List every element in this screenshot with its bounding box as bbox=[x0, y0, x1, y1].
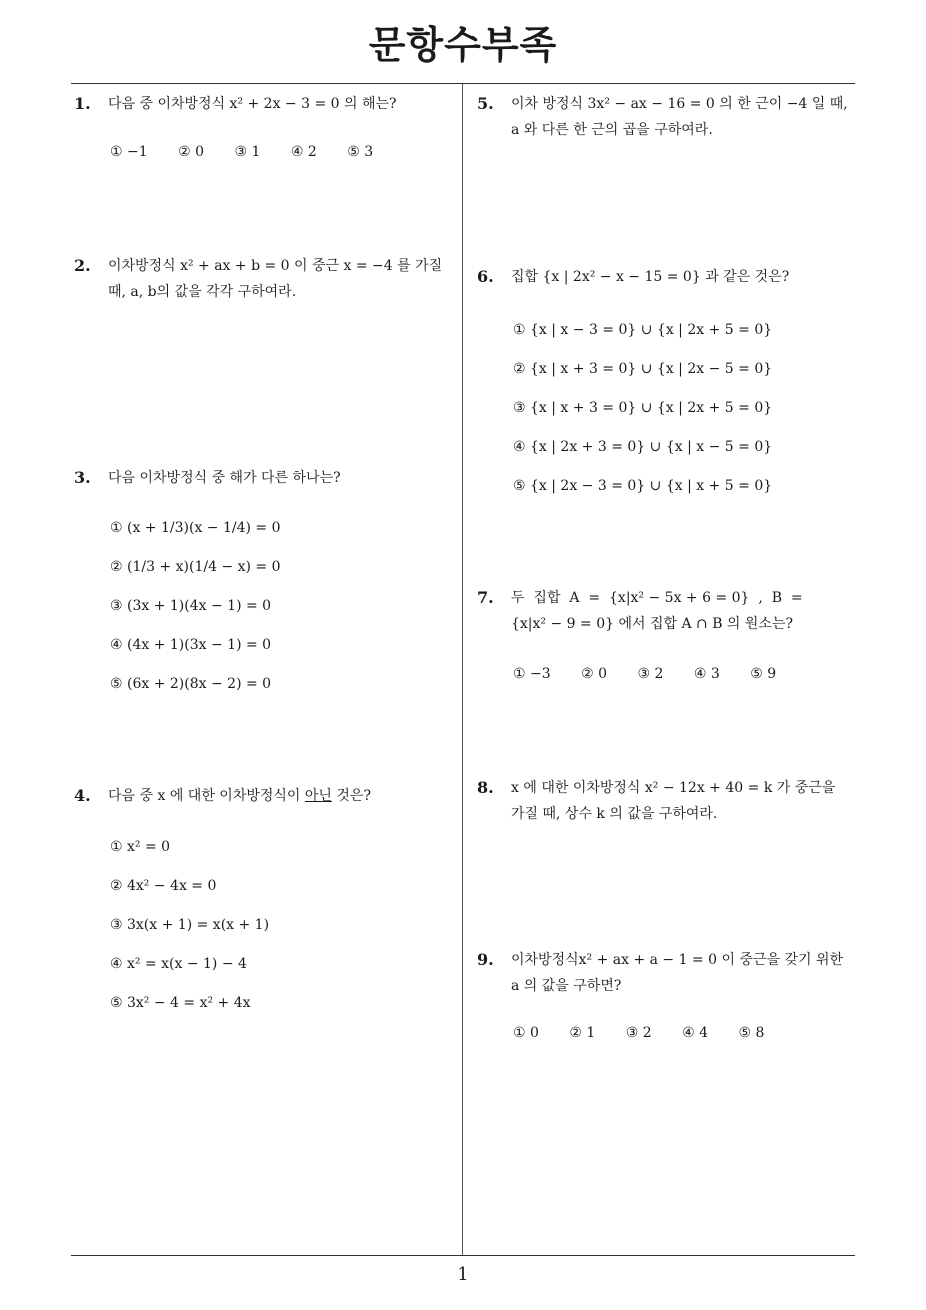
question-number: 9. bbox=[477, 950, 494, 969]
question-4 bbox=[74, 783, 454, 809]
option-2[interactable]: ② 0 bbox=[581, 666, 608, 682]
option-4[interactable]: ④ 2 bbox=[290, 144, 317, 160]
option-5[interactable]: ⑤ 3x² − 4 = x² + 4x bbox=[110, 995, 251, 1011]
option-1[interactable]: ① −1 bbox=[110, 144, 148, 160]
question-7 bbox=[477, 585, 861, 637]
question-number: 2. bbox=[74, 256, 91, 275]
question-stem: 집합 {x | 2x² − x − 15 = 0} 과 같은 것은? bbox=[511, 269, 790, 285]
question-number: 3. bbox=[74, 468, 91, 487]
question-number: 5. bbox=[477, 94, 494, 113]
option-2[interactable]: ② 1 bbox=[569, 1025, 596, 1041]
question-6-options bbox=[513, 320, 772, 515]
stem-underlined: 아닌 bbox=[304, 788, 332, 804]
question-stem bbox=[108, 783, 454, 809]
question-2 bbox=[74, 253, 458, 305]
question-9-options bbox=[513, 1025, 790, 1041]
question-stem: 다음 중 이차방정식 x² + 2x − 3 = 0 의 해는? bbox=[108, 96, 397, 112]
column-divider bbox=[462, 84, 463, 1256]
question-3-options bbox=[110, 518, 281, 713]
page-number: 1 bbox=[457, 1264, 469, 1285]
page-title: 문항수부족 bbox=[368, 23, 558, 67]
question-9 bbox=[477, 947, 861, 999]
option-3[interactable]: ③ 3x(x + 1) = x(x + 1) bbox=[110, 917, 270, 933]
option-1[interactable]: ① 0 bbox=[513, 1025, 539, 1041]
question-stem-line-2: a 의 값을 구하면? bbox=[511, 978, 622, 994]
question-number: 1. bbox=[74, 94, 91, 113]
option-3[interactable]: ③ 2 bbox=[637, 666, 664, 682]
question-5 bbox=[477, 91, 861, 143]
question-number: 6. bbox=[477, 267, 494, 286]
option-4[interactable]: ④ 4 bbox=[682, 1025, 709, 1041]
option-2[interactable]: ② 0 bbox=[178, 144, 205, 160]
option-2[interactable]: ② {x | x + 3 = 0} ∪ {x | 2x − 5 = 0} bbox=[513, 361, 773, 377]
question-1 bbox=[74, 91, 454, 117]
option-3[interactable]: ③ 1 bbox=[234, 144, 261, 160]
option-4[interactable]: ④ (4x + 1)(3x − 1) = 0 bbox=[110, 637, 272, 653]
question-stem-line-2: 때, a, b의 값을 각각 구하여라. bbox=[108, 284, 297, 300]
option-5[interactable]: ⑤ {x | 2x − 3 = 0} ∪ {x | x + 5 = 0} bbox=[513, 478, 773, 494]
stem-after: 것은? bbox=[331, 788, 371, 804]
option-4[interactable]: ④ x² = x(x − 1) − 4 bbox=[110, 956, 247, 972]
question-6 bbox=[477, 264, 857, 290]
question-number: 4. bbox=[74, 786, 91, 805]
question-stem-line-1: 두 집합 A = {x|x² − 5x + 6 = 0} , B = bbox=[511, 590, 803, 606]
question-stem-line-2: 가질 때, 상수 k 의 값을 구하여라. bbox=[511, 806, 718, 822]
stem-before: 다음 중 x 에 대한 이차방정식이 bbox=[108, 788, 305, 804]
option-5[interactable]: ⑤ (6x + 2)(8x − 2) = 0 bbox=[110, 676, 272, 692]
question-number: 8. bbox=[477, 778, 494, 797]
option-5[interactable]: ⑤ 3 bbox=[347, 144, 374, 160]
option-1[interactable]: ① −3 bbox=[513, 666, 551, 682]
question-stem-line-2: a 와 다른 한 근의 곱을 구하여라. bbox=[511, 122, 713, 138]
option-4[interactable]: ④ {x | 2x + 3 = 0} ∪ {x | x − 5 = 0} bbox=[513, 439, 773, 455]
option-5[interactable]: ⑤ 9 bbox=[750, 666, 777, 682]
question-4-options bbox=[110, 837, 269, 1032]
footer-divider bbox=[71, 1255, 855, 1256]
option-1[interactable]: ① x² = 0 bbox=[110, 839, 171, 855]
option-1[interactable]: ① {x | x − 3 = 0} ∪ {x | 2x + 5 = 0} bbox=[513, 322, 773, 338]
header-divider bbox=[71, 83, 855, 84]
option-3[interactable]: ③ {x | x + 3 = 0} ∪ {x | 2x + 5 = 0} bbox=[513, 400, 773, 416]
question-3 bbox=[74, 465, 454, 491]
option-4[interactable]: ④ 3 bbox=[693, 666, 720, 682]
option-5[interactable]: ⑤ 8 bbox=[738, 1025, 765, 1041]
option-3[interactable]: ③ (3x + 1)(4x − 1) = 0 bbox=[110, 598, 272, 614]
option-3[interactable]: ③ 2 bbox=[625, 1025, 652, 1041]
question-stem-line-1: 이차 방정식 3x² − ax − 16 = 0 의 한 근이 −4 일 때, bbox=[511, 96, 848, 112]
question-stem-line-1: 이차방정식x² + ax + a − 1 = 0 이 중근을 갖기 위한 bbox=[511, 952, 844, 968]
question-stem-line-1: 이차방정식 x² + ax + b = 0 이 중근 x = −4 를 가질 bbox=[108, 258, 443, 274]
option-1[interactable]: ① (x + 1/3)(x − 1/4) = 0 bbox=[110, 520, 281, 536]
question-stem-line-2: {x|x² − 9 = 0} 에서 집합 A ∩ B 의 원소는? bbox=[511, 616, 793, 632]
question-1-options bbox=[110, 144, 399, 160]
question-7-options bbox=[513, 666, 802, 682]
question-8 bbox=[477, 775, 861, 827]
option-2[interactable]: ② (1/3 + x)(1/4 − x) = 0 bbox=[110, 559, 281, 575]
option-2[interactable]: ② 4x² − 4x = 0 bbox=[110, 878, 217, 894]
question-stem-line-1: x 에 대한 이차방정식 x² − 12x + 40 = k 가 중근을 bbox=[511, 780, 836, 796]
question-number: 7. bbox=[477, 588, 494, 607]
question-stem: 다음 이차방정식 중 해가 다른 하나는? bbox=[108, 470, 341, 486]
